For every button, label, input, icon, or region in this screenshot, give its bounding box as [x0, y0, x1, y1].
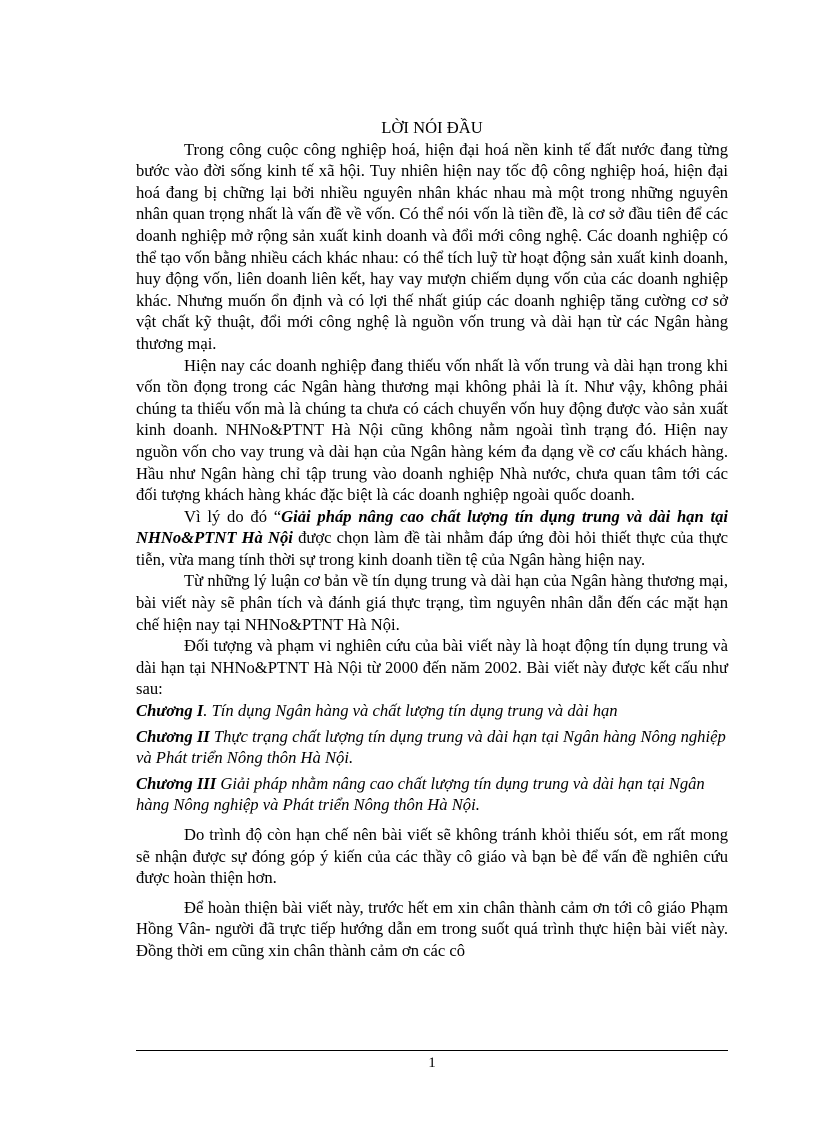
chapter-label: Chương II [136, 726, 210, 746]
paragraph-method: Từ những lý luận cơ bản về tín dụng trung và dài hạn của Ngân hàng thương mại, bài viết này sẽ phân tích và đánh giá thực trạng, tìm nguyên nhân dẫn đến các mặt hạn chế hiện nay tại NHNo&PTNT Hà Nội. [136, 571, 728, 634]
chapter-text: Giải pháp nhằm nâng cao chất lượng tín dụng trung và dài hạn tại Ngân hàng Nông nghiệp và Phát triển Nông thôn Hà Nội. [136, 773, 705, 815]
paragraph-topic [136, 506, 728, 571]
paragraph-scope: Đối tượng và phạm vi nghiên cứu của bài viết này là hoạt động tín dụng trung và dài hạn tại NHNo&PTNT Hà Nội từ 2000 đến năm 2002. Bài viết này được kết cấu như sau: [136, 636, 728, 699]
page-number: 1 [428, 1055, 436, 1071]
topic-suffix: được chọn làm đề tài nhằm đáp ứng đòi hỏi thiết thực của thực tiễn, vừa mang tính thời sự trong kinh doanh tiền tệ của Ngân hàng hiện nay. [136, 528, 728, 569]
chapter-item-2 [136, 726, 728, 769]
paragraph-thanks: Để hoàn thiện bài viết này, trước hết em xin chân thành cảm ơn tới cô giáo Phạm Hồng Vân- người đã trực tiếp hướng dẫn em trong suốt quá trình thực hiện bài viết này. Đồng thời em cũng xin chân thành cảm ơn các cô [136, 897, 728, 960]
paragraph-problem: Hiện nay các doanh nghiệp đang thiếu vốn nhất là vốn trung và dài hạn trong khi vốn tồn đọng trong các Ngân hàng thương mại không phải là ít. Như vậy, không phải chúng ta thiếu vốn mà là chúng ta chưa có cách chuyển vốn huy động được vào sản xuất kinh doanh. NHNo&PTNT Hà Nội cũng không nằm ngoài tình trạng đó. Hiện nay nguồn vốn cho vay trung và dài hạn của Ngân hàng kém đa dạng về cơ cấu khách hàng. Hầu như Ngân hàng chỉ tập trung vào doanh nghiệp Nhà nước, chưa quan tâm tới các đối tượng khách hàng khác đặc biệt là các doanh nghiệp ngoài quốc doanh. [136, 355, 728, 505]
topic-prefix: Vì lý do đó “ [184, 506, 282, 526]
paragraph-limitation: Do trình độ còn hạn chế nên bài viết sẽ không tránh khỏi thiếu sót, em rất mong sẽ nhận được sự đóng góp ý kiến của các thầy cô giáo và bạn bè để vấn đề nghiên cứu được hoàn thiện hơn. [136, 825, 728, 888]
chapter-item-3 [136, 773, 728, 816]
chapter-label: Chương I [136, 701, 204, 721]
footer-divider [136, 1050, 728, 1051]
topic-title: Giải pháp nâng cao chất lượng tín dụng trung và dài hạn tại NHNo&PTNT Hà Nội [136, 506, 728, 548]
chapter-text: Thực trạng chất lượng tín dụng trung và dài hạn tại Ngân hàng Nông nghiệp và Phát triển Nông thôn Hà Nội. [136, 726, 726, 768]
chapter-text: . Tín dụng Ngân hàng và chất lượng tín dụng trung và dài hạn [203, 701, 618, 721]
chapter-item-1 [136, 700, 728, 722]
chapter-label: Chương III [136, 773, 217, 793]
page-title: LỜI NÓI ĐẦU [381, 118, 483, 137]
document-body [136, 117, 728, 962]
paragraph-intro: Trong công cuộc công nghiệp hoá, hiện đại hoá nền kinh tế đất nước đang từng bước vào đời sống kinh tế xã hội. Tuy nhiên hiện nay tốc độ công nghiệp hoá, hiện đại hoá đang bị chững lại bởi nhiều nguyên nhân khác nhau mà một trong những nguyên nhân quan trọng nhất là vấn đề về vốn. Có thể nói vốn là tiền đề, là cơ sở đầu tiên để các doanh nghiệp mở rộng sản xuất kinh doanh và đổi mới công nghệ. Các doanh nghiệp có thể tạo vốn bằng nhiều cách khác nhau: có thể tích luỹ từ hoạt động sản xuất kinh doanh, huy động vốn, liên doanh liên kết, hay vay mượn chiếm dụng vốn của các doanh nghiệp khác. Nhưng muốn ổn định và có lợi thế nhất giúp các doanh nghiệp tăng cường cơ sở vật chất kỹ thuật, đổi mới công nghệ là nguồn vốn trung và dài hạn từ các Ngân hàng thương mại. [136, 139, 728, 353]
